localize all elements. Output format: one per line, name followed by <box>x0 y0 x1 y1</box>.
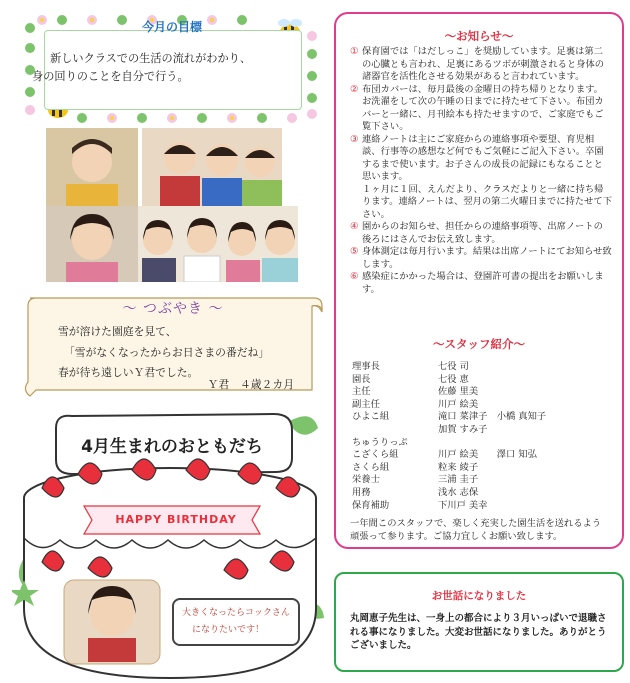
staff-row: ひよこ組 滝口 菜津子 小橋 真知子 <box>352 411 547 423</box>
notice-item: ① 保育園では「はだしっこ」を奨励しています。足裏は第二の心臓とも言われ、足裏にあるツボが刺激されると身体の諸器官を活性化させる効果があると言われています。 <box>350 46 605 82</box>
staff-row: 主任 佐藤 里美 <box>352 386 479 398</box>
staff-row: さくら組 粒来 綾子 <box>352 461 479 473</box>
staff-row: ちゅうりっぷ <box>352 436 408 448</box>
goal-title: 今月の目標 <box>141 20 202 34</box>
tsubuyaki-signature: Ｙ君 ４歳２カ月 <box>207 378 294 391</box>
thanks-text: 丸岡恵子先生は、一身上の都合により３月いっぱいで退職される事になりました。大変お世話になりました。ありがとうございました。 <box>350 613 607 651</box>
speech-line-2: になりたいです！ <box>192 625 265 635</box>
notice-item: ⑥ 感染症にかかった場合は、登園許可書の提出をお願いします。 <box>350 271 604 295</box>
happy-birthday-banner: HAPPY BIRTHDAY <box>115 513 237 526</box>
tsubuyaki-scroll <box>22 290 324 402</box>
notice-item: ④ 園からのお知らせ、担任からの連絡事項等、出席ノートの後ろにはさんでお伝え致します。 <box>350 221 603 245</box>
monthly-goal-box <box>22 14 322 124</box>
tsubuyaki-line-1: 雪が溶けた園庭を見て、 <box>58 325 177 338</box>
notice-list <box>350 46 612 296</box>
notice-item: ③ 連絡ノートは主にご家庭からの連絡事項や要望、育児相談、行事等の感想など何でもご気軽にご記入下さい。卒園するまで使います。お子さんの成長の記録にもなることと思います。 <box>350 133 604 182</box>
staff-row: 園長 七役 恵 <box>352 373 469 385</box>
birthday-title: 4月生まれのおともだち <box>81 437 263 457</box>
notice-title: ～お知らせ～ <box>444 29 514 43</box>
staff-row: 栄養士 三浦 圭子 <box>352 474 479 486</box>
children-photo-2 <box>142 128 282 206</box>
child-photo-3 <box>46 206 138 282</box>
goal-line-2: 身の回りのことを自分で行う。 <box>32 70 189 83</box>
staff-row: 副主任 川戸 絵美 <box>352 398 479 410</box>
staff-title: ～スタッフ紹介～ <box>433 337 525 351</box>
staff-row: 用務 浅水 志保 <box>352 486 479 498</box>
speech-bubble <box>172 598 300 646</box>
staff-row: 加賀 すみ子 <box>438 423 488 435</box>
notice-item: １ヶ月に１回、えんだより、クラスだよりと一緒に持ち帰ります。連絡ノートは、翌月の第二火曜日までに持たせて下さい。 <box>362 183 612 220</box>
staff-list <box>352 361 612 512</box>
tsubuyaki-title: ～ つぶやき ～ <box>122 301 224 317</box>
notice-panel <box>334 12 624 549</box>
child-photo-1 <box>46 128 138 206</box>
speech-text <box>182 605 292 639</box>
notice-item: ⑤ 身体測定は毎月行います。結果は出席ノートにてお知らせ致します。 <box>350 246 612 270</box>
speech-line-1: 大きくなったらコックさん <box>182 608 290 618</box>
notice-item: ② 布団カバーは、毎月最後の金曜日の持ち帰りとなります。お洗濯をして次の午睡の日までに持たせて下さい。布団カバーと一緒に、月刊絵本も持たせますので、ご家庭でもご覧下さい。 <box>350 83 604 132</box>
tsubuyaki-line-3: 春が待ち遠しいＹ君でした。 <box>58 366 199 379</box>
thanks-panel <box>334 572 624 672</box>
staff-closing: 一年間このスタッフで、楽しく充実した園生活を送れるよう頑張って参ります。ご協力宜しくお願い致します。 <box>350 518 602 542</box>
thanks-title: お世話になりました <box>431 590 527 602</box>
goal-line-1: 新しいクラスでの生活の流れがわかり、 <box>50 52 252 65</box>
birthday-section <box>12 408 328 680</box>
children-photo-4 <box>138 206 298 282</box>
staff-row: こざくら組 川戸 絵美 澤口 知弘 <box>352 449 537 461</box>
tsubuyaki-line-2: 「雪がなくなったからお日さまの番だね」 <box>64 346 270 359</box>
goal-text <box>32 50 314 86</box>
staff-row: 理事長 七役 司 <box>352 361 469 372</box>
staff-row: 保育補助 下川戸 美幸 <box>352 499 488 511</box>
